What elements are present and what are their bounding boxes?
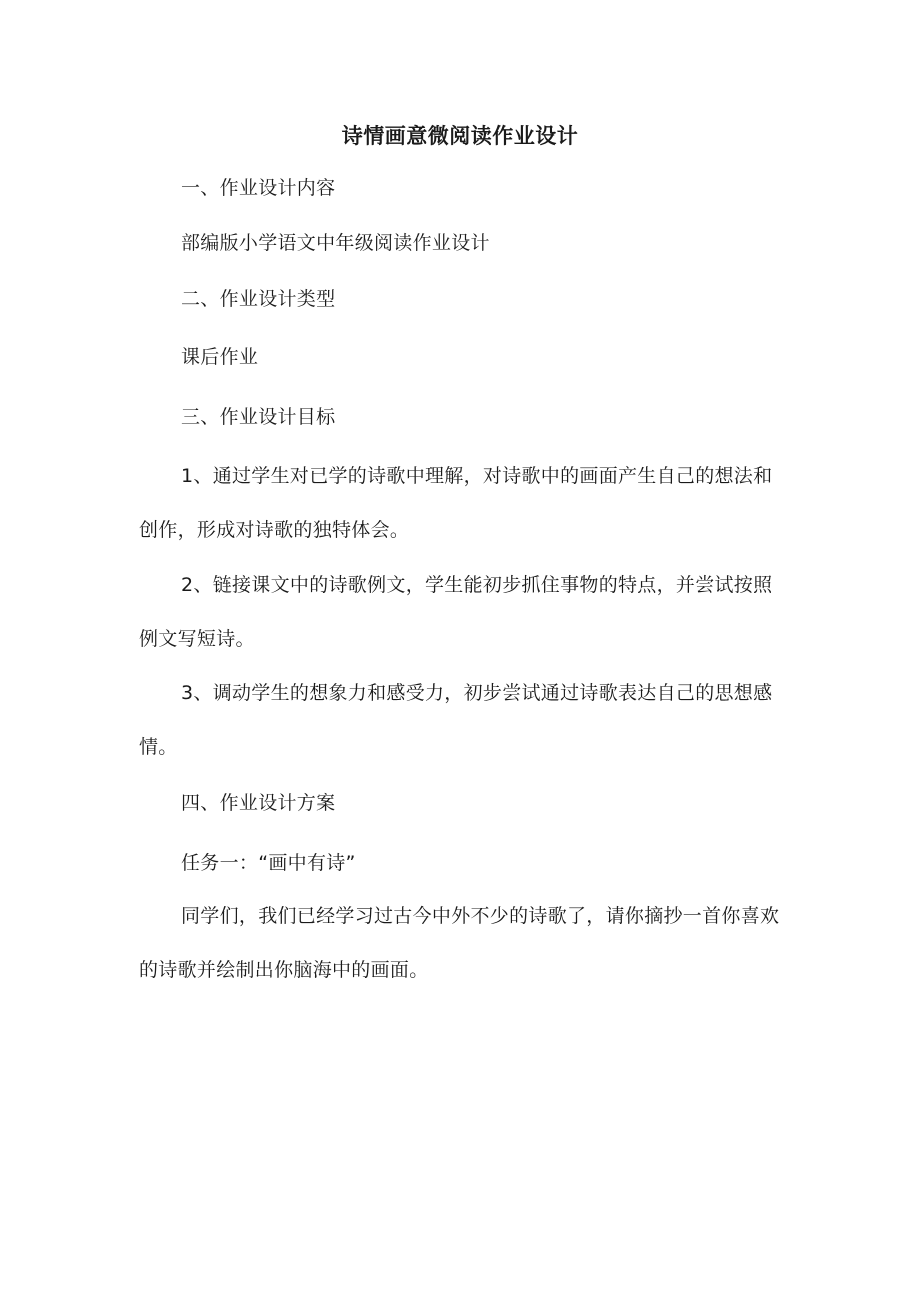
goal-item-3: 3、调动学生的想象力和感受力，初步尝试通过诗歌表达自己的思想感情。 [139,682,773,758]
section-body-content: 部编版小学语文中年级阅读作业设计 [181,232,490,254]
document-title: 诗情画意微阅读作业设计 [341,124,579,148]
section-heading-goals: 三、作业设计目标 [181,406,336,428]
section-heading-content: 一、作业设计内容 [181,177,336,199]
goal-item-1: 1、通过学生对已学的诗歌中理解，对诗歌中的画面产生自己的想法和创作，形成对诗歌的独特体会。 [139,465,773,541]
task-heading: 任务一：“画中有诗” [181,852,356,874]
section-heading-plan: 四、作业设计方案 [181,792,336,814]
goal-item-2: 2、链接课文中的诗歌例文，学生能初步抓住事物的特点，并尝试按照例文写短诗。 [139,574,773,650]
section-heading-type: 二、作业设计类型 [181,288,336,310]
section-body-type: 课后作业 [181,346,259,368]
task-body: 同学们，我们已经学习过古今中外不少的诗歌了，请你摘抄一首你喜欢的诗歌并绘制出你脑海中的画面。 [139,905,780,981]
